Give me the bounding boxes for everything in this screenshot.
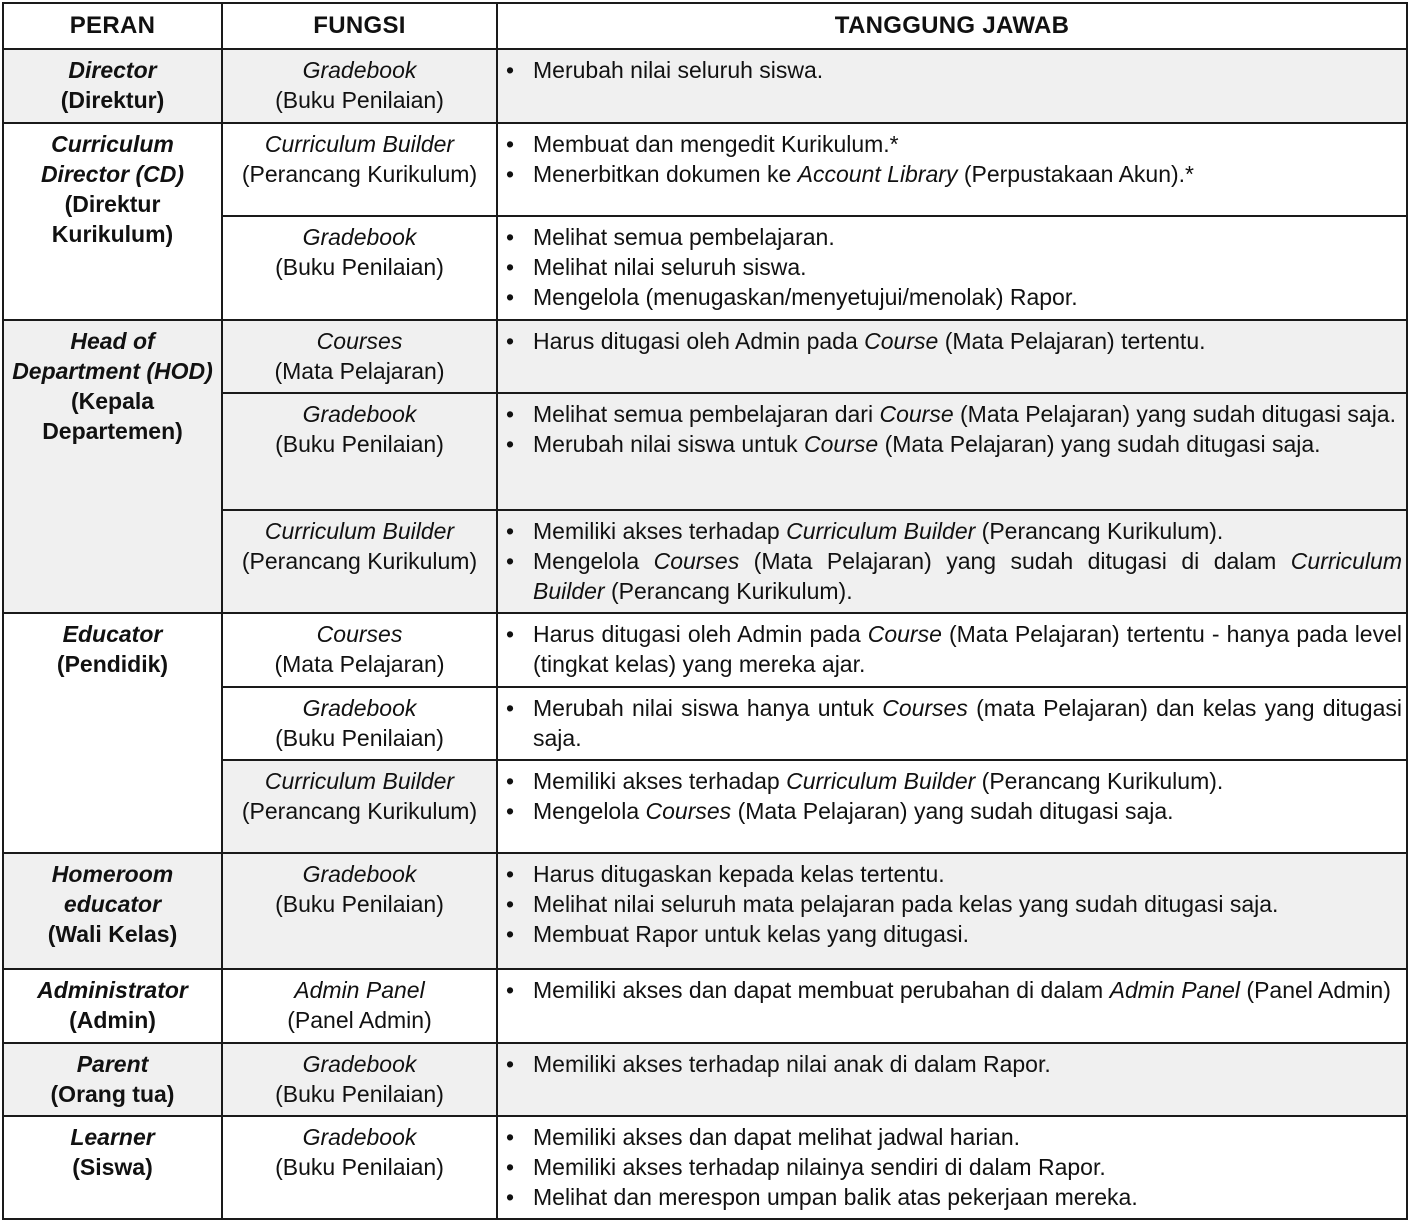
bullet-icon: •: [506, 1124, 515, 1150]
table-row: [3, 320, 1407, 393]
function-cell: [222, 393, 497, 510]
function-name: Admin Panel: [294, 977, 425, 1003]
responsibility-cell: [497, 969, 1407, 1043]
function-name: Curriculum Builder: [264, 131, 455, 157]
responsibility-text: Memiliki akses terhadap: [533, 768, 787, 794]
bullet-icon: •: [506, 328, 515, 354]
function-cell: [222, 853, 497, 969]
role-name: Educator: [62, 621, 163, 647]
function-cell: [222, 613, 497, 687]
role-translation: (Orang tua): [50, 1081, 175, 1107]
role-name: Administrator: [37, 977, 188, 1003]
responsibility-term: Curriculum Builder: [786, 518, 976, 544]
function-name: Courses: [316, 621, 403, 647]
responsibility-text: Memiliki akses terhadap nilai anak di dalam Rapor.: [533, 1051, 1051, 1077]
responsibility-item: [504, 1049, 1402, 1079]
responsibility-item: [504, 1122, 1402, 1152]
function-name: Courses: [316, 328, 403, 354]
responsibility-term: Account Library: [797, 161, 958, 187]
responsibility-text: Memiliki akses terhadap nilainya sendiri di dalam Rapor.: [533, 1154, 1106, 1180]
responsibility-text: (Mata Pelajaran) yang sudah ditugasi saja.: [731, 798, 1174, 824]
responsibility-list: [504, 766, 1402, 826]
bullet-icon: •: [506, 431, 515, 457]
responsibility-term: Course: [867, 621, 942, 647]
bullet-icon: •: [506, 1051, 515, 1077]
role-cell-homeroom-educator: [3, 853, 222, 969]
function-cell: [222, 687, 497, 760]
bullet-icon: •: [506, 518, 515, 544]
bullet-icon: •: [506, 57, 515, 83]
table-row: [3, 613, 1407, 687]
function-name: Gradebook: [302, 1124, 417, 1150]
header-tanggung-jawab: TANGGUNG JAWAB: [497, 3, 1407, 49]
function-name: Gradebook: [302, 401, 417, 427]
responsibility-list: [504, 1049, 1402, 1079]
responsibility-item: [504, 619, 1402, 679]
header-peran: PERAN: [3, 3, 222, 49]
responsibility-item: [504, 222, 1402, 252]
function-translation: (Perancang Kurikulum): [241, 548, 478, 574]
responsibility-text: Harus ditugaskan kepada kelas tertentu.: [533, 861, 945, 887]
responsibility-cell: [497, 1116, 1407, 1219]
responsibility-text: Melihat nilai seluruh siswa.: [533, 254, 807, 280]
responsibility-list: [504, 129, 1402, 189]
role-name: Director: [68, 57, 157, 83]
role-translation: (Admin): [69, 1007, 156, 1033]
responsibility-text: (Mata Pelajaran) tertentu - hanya pada level (tingkat kelas) yang mereka ajar.: [533, 621, 1402, 677]
role-translation: (Siswa): [72, 1154, 153, 1180]
responsibility-text: Harus ditugasi oleh Admin pada: [533, 328, 865, 354]
responsibility-text: (Perancang Kurikulum).: [975, 768, 1224, 794]
responsibility-cell: [497, 510, 1407, 613]
responsibility-list: [504, 222, 1402, 312]
function-translation: (Perancang Kurikulum): [241, 161, 478, 187]
table-row: [3, 853, 1407, 969]
function-translation: (Buku Penilaian): [275, 254, 444, 280]
responsibility-item: [504, 129, 1402, 159]
bullet-icon: •: [506, 921, 515, 947]
responsibility-text: Melihat nilai seluruh mata pelajaran pada kelas yang sudah ditugasi saja.: [533, 891, 1279, 917]
function-translation: (Mata Pelajaran): [274, 651, 445, 677]
responsibility-list: [504, 326, 1402, 356]
function-translation: (Buku Penilaian): [275, 87, 444, 113]
responsibility-item: [504, 889, 1402, 919]
function-translation: (Buku Penilaian): [275, 1154, 444, 1180]
responsibility-list: [504, 516, 1402, 606]
bullet-icon: •: [506, 1154, 515, 1180]
responsibility-item: [504, 1182, 1402, 1212]
function-cell: [222, 320, 497, 393]
responsibility-item: [504, 252, 1402, 282]
responsibility-item: [504, 546, 1402, 606]
bullet-icon: •: [506, 548, 515, 574]
responsibility-text: Merubah nilai seluruh siswa.: [533, 57, 824, 83]
responsibility-term: Course: [879, 401, 954, 427]
responsibility-term: Curriculum Builder: [533, 548, 1402, 604]
responsibility-item: [504, 693, 1402, 753]
bullet-icon: •: [506, 131, 515, 157]
responsibility-cell: [497, 1043, 1407, 1116]
responsibility-text: (Perpustakaan Akun).*: [957, 161, 1194, 187]
responsibility-item: [504, 326, 1402, 356]
function-translation: (Buku Penilaian): [275, 431, 444, 457]
bullet-icon: •: [506, 254, 515, 280]
function-cell: [222, 49, 497, 123]
responsibility-list: [504, 1122, 1402, 1212]
role-cell-educator: [3, 613, 222, 853]
function-translation: (Buku Penilaian): [275, 1081, 444, 1107]
bullet-icon: •: [506, 798, 515, 824]
responsibility-item: [504, 429, 1402, 459]
function-cell: [222, 969, 497, 1043]
responsibility-term: Curriculum Builder: [786, 768, 976, 794]
responsibility-item: [504, 1152, 1402, 1182]
responsibility-text: Memiliki akses terhadap: [533, 518, 787, 544]
responsibility-item: [504, 766, 1402, 796]
responsibility-text: (Perancang Kurikulum).: [604, 578, 853, 604]
responsibility-term: Admin Panel: [1109, 977, 1241, 1003]
bullet-icon: •: [506, 224, 515, 250]
table-row: [3, 123, 1407, 216]
responsibility-text: Memiliki akses dan dapat melihat jadwal harian.: [533, 1124, 1021, 1150]
responsibility-item: [504, 919, 1402, 949]
table-row: [3, 49, 1407, 123]
role-name: Curriculum Director (CD): [40, 131, 185, 187]
role-name: Parent: [76, 1051, 149, 1077]
responsibility-item: [504, 399, 1402, 429]
function-cell: [222, 1043, 497, 1116]
role-translation: (Direktur): [60, 87, 165, 113]
responsibility-term: Courses: [653, 548, 740, 574]
responsibility-cell: [497, 49, 1407, 123]
responsibility-list: [504, 693, 1402, 753]
role-cell-administrator: [3, 969, 222, 1043]
responsibility-cell: [497, 393, 1407, 510]
responsibility-term: Course: [804, 431, 879, 457]
role-cell-head-of-department: [3, 320, 222, 613]
function-cell: [222, 760, 497, 853]
table-row: [3, 969, 1407, 1043]
roles-table: [2, 2, 1408, 1220]
responsibility-text: Memiliki akses dan dapat membuat perubahan di dalam: [533, 977, 1110, 1003]
responsibility-text: Merubah nilai siswa hanya untuk: [533, 695, 883, 721]
responsibility-text: Menerbitkan dokumen ke: [533, 161, 798, 187]
bullet-icon: •: [506, 1184, 515, 1210]
responsibility-text: Melihat semua pembelajaran.: [533, 224, 835, 250]
bullet-icon: •: [506, 284, 515, 310]
role-translation: (Direktur Kurikulum): [51, 191, 174, 247]
function-cell: [222, 510, 497, 613]
bullet-icon: •: [506, 891, 515, 917]
responsibility-term: Course: [864, 328, 939, 354]
responsibility-list: [504, 55, 1402, 85]
role-cell-learner: [3, 1116, 222, 1219]
table-row: [3, 1043, 1407, 1116]
bullet-icon: •: [506, 401, 515, 427]
responsibility-text: Mengelola: [533, 798, 646, 824]
responsibility-item: [504, 796, 1402, 826]
responsibility-item: [504, 516, 1402, 546]
function-name: Curriculum Builder: [264, 768, 455, 794]
responsibility-term: Courses: [645, 798, 732, 824]
header-row: [3, 3, 1407, 49]
bullet-icon: •: [506, 768, 515, 794]
role-cell-director: [3, 49, 222, 123]
responsibility-list: [504, 859, 1402, 949]
bullet-icon: •: [506, 695, 515, 721]
responsibility-item: [504, 55, 1402, 85]
responsibility-text: (Mata Pelajaran) yang sudah ditugasi saja.: [878, 431, 1321, 457]
function-translation: (Buku Penilaian): [275, 891, 444, 917]
responsibility-cell: [497, 760, 1407, 853]
table-row: [3, 1116, 1407, 1219]
function-cell: [222, 1116, 497, 1219]
function-translation: (Buku Penilaian): [275, 725, 444, 751]
bullet-icon: •: [506, 161, 515, 187]
responsibility-cell: [497, 216, 1407, 320]
role-translation: (Kepala Departemen): [42, 388, 183, 444]
function-name: Gradebook: [302, 224, 417, 250]
responsibility-cell: [497, 123, 1407, 216]
responsibility-cell: [497, 320, 1407, 393]
responsibility-text: (Mata Pelajaran) yang sudah ditugasi di dalam: [739, 548, 1291, 574]
function-translation: (Mata Pelajaran): [274, 358, 445, 384]
responsibility-item: [504, 159, 1402, 189]
function-name: Gradebook: [302, 57, 417, 83]
responsibility-text: (Mata Pelajaran) tertentu.: [938, 328, 1206, 354]
role-cell-parent: [3, 1043, 222, 1116]
responsibility-text: Melihat semua pembelajaran dari: [533, 401, 880, 427]
bullet-icon: •: [506, 861, 515, 887]
responsibility-text: Merubah nilai siswa untuk: [533, 431, 805, 457]
function-cell: [222, 216, 497, 320]
function-name: Gradebook: [302, 861, 417, 887]
responsibility-cell: [497, 613, 1407, 687]
function-translation: (Perancang Kurikulum): [241, 798, 478, 824]
responsibility-text: (Perancang Kurikulum).: [975, 518, 1224, 544]
responsibility-item: [504, 975, 1402, 1005]
responsibility-text: (Panel Admin): [1240, 977, 1391, 1003]
bullet-icon: •: [506, 977, 515, 1003]
responsibility-cell: [497, 853, 1407, 969]
role-translation: (Pendidik): [56, 651, 169, 677]
function-name: Curriculum Builder: [264, 518, 455, 544]
responsibility-text: Harus ditugasi oleh Admin pada: [533, 621, 868, 647]
responsibility-text: (mata Pelajaran) dan kelas yang ditugasi saja.: [533, 695, 1402, 751]
responsibility-text: (Mata Pelajaran) yang sudah ditugasi saja.: [953, 401, 1396, 427]
responsibility-cell: [497, 687, 1407, 760]
responsibility-text: Membuat dan mengedit Kurikulum.*: [533, 131, 899, 157]
role-cell-curriculum-director: [3, 123, 222, 320]
responsibility-text: Membuat Rapor untuk kelas yang ditugasi.: [533, 921, 969, 947]
responsibility-term: Courses: [882, 695, 968, 721]
role-translation: (Wali Kelas): [47, 921, 178, 947]
responsibility-list: [504, 975, 1402, 1005]
responsibility-list: [504, 399, 1402, 459]
header-fungsi: FUNGSI: [222, 3, 497, 49]
function-name: Gradebook: [302, 695, 417, 721]
responsibility-text: Mengelola (menugaskan/menyetujui/menolak) Rapor.: [533, 284, 1078, 310]
responsibility-text: Melihat dan merespon umpan balik atas pekerjaan mereka.: [533, 1184, 1138, 1210]
function-cell: [222, 123, 497, 216]
responsibility-item: [504, 282, 1402, 312]
responsibility-list: [504, 619, 1402, 679]
function-name: Gradebook: [302, 1051, 417, 1077]
role-name: Learner: [70, 1124, 155, 1150]
role-name: Homeroom educator: [51, 861, 174, 917]
function-translation: (Panel Admin): [287, 1007, 432, 1033]
responsibility-text: Mengelola: [533, 548, 654, 574]
role-name: Head of Department (HOD): [12, 328, 213, 384]
bullet-icon: •: [506, 621, 515, 647]
responsibility-item: [504, 859, 1402, 889]
